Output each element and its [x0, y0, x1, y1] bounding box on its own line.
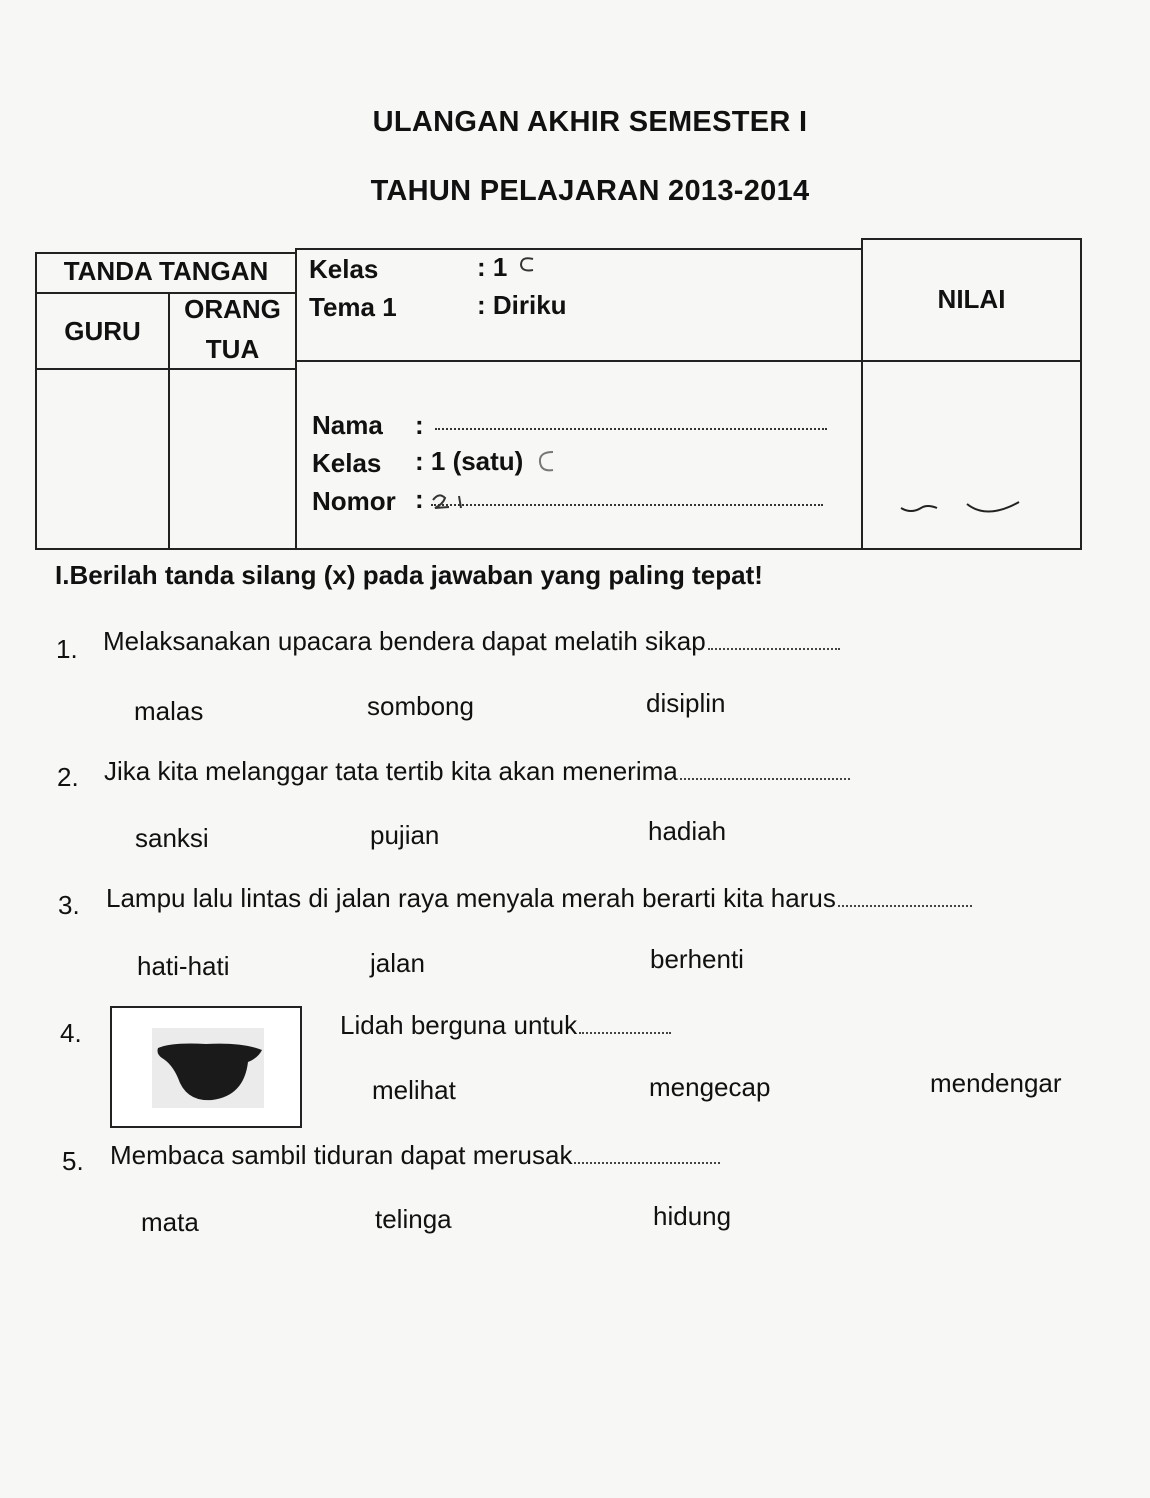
question-text: Membaca sambil tiduran dapat merusak: [110, 1140, 720, 1171]
theme-label: Tema 1: [309, 292, 397, 322]
class-top-value: : 1: [477, 252, 508, 282]
name-fill-line: [435, 428, 827, 430]
option[interactable]: mata: [141, 1207, 199, 1237]
school-year-title: TAHUN PELAJARAN 2013-2014: [370, 175, 810, 207]
handwritten-c-mark: [515, 254, 539, 276]
option[interactable]: sanksi: [135, 823, 209, 853]
name-label: Nama: [312, 410, 383, 440]
number-value: :: [415, 484, 424, 514]
option[interactable]: telinga: [375, 1204, 452, 1234]
option[interactable]: malas: [134, 696, 204, 726]
option[interactable]: hidung: [653, 1201, 732, 1231]
question-text: Lampu lalu lintas di jalan raya menyala merah berarti kita harus: [106, 883, 972, 914]
question-number: 1.: [56, 634, 78, 664]
question-number: 2.: [57, 762, 79, 792]
option[interactable]: mendengar: [930, 1068, 1062, 1098]
handwritten-score-mark: [897, 494, 1027, 524]
teacher-label: GURU: [64, 316, 141, 346]
score-label: NILAI: [937, 284, 1006, 314]
question-text: Jika kita melanggar tata tertib kita akan menerima: [104, 756, 850, 787]
option[interactable]: mengecap: [649, 1072, 771, 1102]
name-value: :: [415, 410, 424, 440]
option[interactable]: hati-hati: [137, 951, 230, 981]
handwritten-c-mark-2: [535, 448, 559, 476]
number-label: Nomor: [312, 486, 396, 516]
question-text: Melaksanakan upacara bendera dapat melatih sikap: [103, 626, 840, 657]
signature-heading: TANDA TANGAN: [63, 256, 269, 286]
option[interactable]: hadiah: [648, 816, 727, 846]
option[interactable]: pujian: [370, 820, 440, 850]
class-top-label: Kelas: [309, 254, 379, 284]
class-value: : 1 (satu): [415, 446, 524, 476]
parent-label-line2: TUA: [205, 334, 260, 364]
question-number: 3.: [58, 890, 80, 920]
question-picture: [110, 1006, 302, 1128]
class-label: Kelas: [312, 448, 382, 478]
theme-value: : Diriku: [477, 290, 567, 320]
tongue-icon: [112, 1008, 300, 1126]
option[interactable]: disiplin: [646, 688, 726, 718]
question-number: 5.: [62, 1146, 84, 1176]
exam-title: ULANGAN AKHIR SEMESTER I: [372, 106, 808, 138]
info-table: [35, 238, 1083, 550]
parent-label-line1: ORANG: [184, 294, 281, 324]
option[interactable]: sombong: [367, 691, 474, 721]
question-text: Lidah berguna untuk: [340, 1010, 671, 1041]
number-fill-line: [431, 504, 823, 506]
handwritten-number: [429, 490, 489, 512]
option[interactable]: berhenti: [650, 944, 744, 974]
question-number: 4.: [60, 1018, 82, 1048]
option[interactable]: jalan: [370, 948, 425, 978]
option[interactable]: melihat: [372, 1075, 456, 1105]
instruction-text: I.Berilah tanda silang (x) pada jawaban yang paling tepat!: [55, 560, 763, 590]
